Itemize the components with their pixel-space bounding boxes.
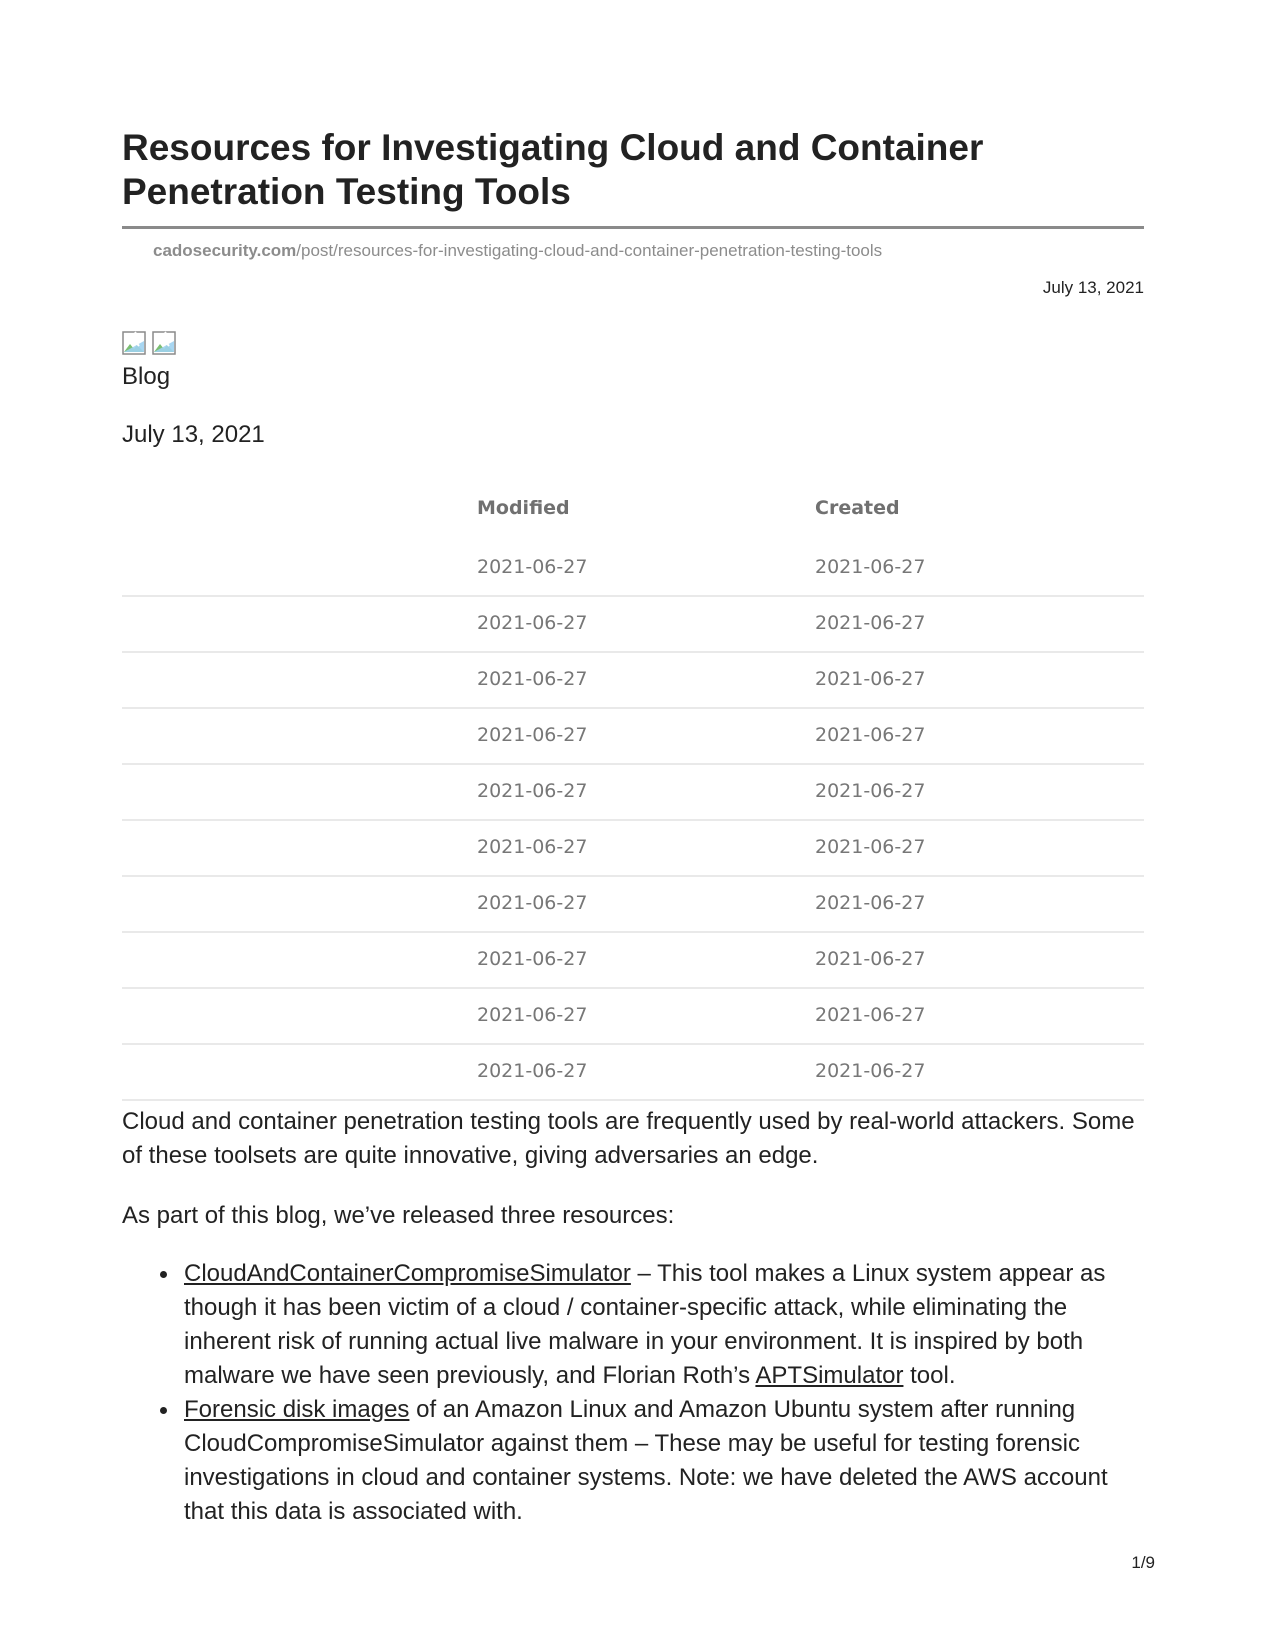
- resources-intro: As part of this blog, we’ve released three resources:: [122, 1202, 675, 1229]
- modified-date-cell: 2021-06-27: [477, 948, 588, 970]
- created-date-cell: 2021-06-27: [815, 780, 926, 802]
- intro-paragraph: Cloud and container penetration testing tools are frequently used by real-world attackers. Some of these toolsets are quite innovative, giving adversaries an edge.: [122, 1108, 1135, 1169]
- list-item: [122, 1257, 1144, 1393]
- blog-category-label: Blog: [122, 363, 171, 390]
- created-date-cell: 2021-06-27: [815, 668, 926, 690]
- created-date-cell: 2021-06-27: [815, 556, 926, 578]
- created-date-cell: 2021-06-27: [815, 1060, 926, 1082]
- broken-image-icon: [122, 331, 146, 355]
- resource-description: of an Amazon Linux and Amazon Ubuntu system after running CloudCompromiseSimulator against them – These may be useful for testing forensic investigations in cloud and container systems. Note: we have deleted the AWS account that this data is associated with.: [184, 1396, 1108, 1525]
- page-number: 1/9: [1131, 1553, 1155, 1572]
- table-header-row: [122, 485, 1144, 541]
- bullet-icon: [160, 1271, 167, 1278]
- publish-date: July 13, 2021: [1042, 278, 1144, 297]
- modified-date-cell: 2021-06-27: [477, 836, 588, 858]
- forensic-disk-images-link[interactable]: Forensic disk images: [184, 1396, 410, 1423]
- created-date-cell: 2021-06-27: [815, 724, 926, 746]
- created-date-cell: 2021-06-27: [815, 892, 926, 914]
- cloud-container-simulator-link[interactable]: CloudAndContainerCompromiseSimulator: [184, 1260, 631, 1287]
- bullet-icon: [160, 1407, 167, 1414]
- dates-table: [122, 485, 1144, 1101]
- resource-list: [122, 1257, 1144, 1529]
- table-row: [122, 877, 1144, 933]
- list-item: [122, 1393, 1144, 1529]
- created-date-cell: 2021-06-27: [815, 612, 926, 634]
- modified-date-cell: 2021-06-27: [477, 780, 588, 802]
- broken-image-icon: [152, 331, 176, 355]
- modified-date-cell: 2021-06-27: [477, 1004, 588, 1026]
- table-row: [122, 821, 1144, 877]
- resource-description-end: tool.: [903, 1362, 956, 1389]
- source-path: /post/resources-for-investigating-cloud-and-container-penetration-testing-tools: [296, 241, 883, 260]
- modified-date-cell: 2021-06-27: [477, 612, 588, 634]
- title-divider: [122, 226, 1144, 229]
- table-row: [122, 989, 1144, 1045]
- source-url[interactable]: [153, 240, 882, 262]
- apt-simulator-link[interactable]: APTSimulator: [755, 1362, 904, 1389]
- modified-date-cell: 2021-06-27: [477, 1060, 588, 1082]
- page-title: Resources for Investigating Cloud and Container Penetration Testing Tools: [122, 127, 984, 212]
- created-date-cell: 2021-06-27: [815, 1004, 926, 1026]
- table-row: [122, 541, 1144, 597]
- table-row: [122, 653, 1144, 709]
- table-row: [122, 709, 1144, 765]
- modified-date-cell: 2021-06-27: [477, 556, 588, 578]
- table-row: [122, 933, 1144, 989]
- table-row: [122, 597, 1144, 653]
- created-date-cell: 2021-06-27: [815, 836, 926, 858]
- source-domain: cadosecurity.com: [153, 241, 297, 260]
- modified-header: Modified: [477, 497, 570, 519]
- created-date-cell: 2021-06-27: [815, 948, 926, 970]
- resource-description: – This tool makes a Linux system appear as though it has been victim of a cloud / container-specific attack, while eliminating the inherent risk of running actual live malware in your environment. It is inspired by both malware we have seen previously, and Florian Roth’s: [184, 1260, 1106, 1389]
- table-row: [122, 1045, 1144, 1101]
- author-images: [122, 331, 176, 357]
- modified-date-cell: 2021-06-27: [477, 668, 588, 690]
- modified-date-cell: 2021-06-27: [477, 892, 588, 914]
- table-row: [122, 765, 1144, 821]
- blog-date: July 13, 2021: [122, 421, 265, 448]
- created-header: Created: [815, 497, 900, 519]
- modified-date-cell: 2021-06-27: [477, 724, 588, 746]
